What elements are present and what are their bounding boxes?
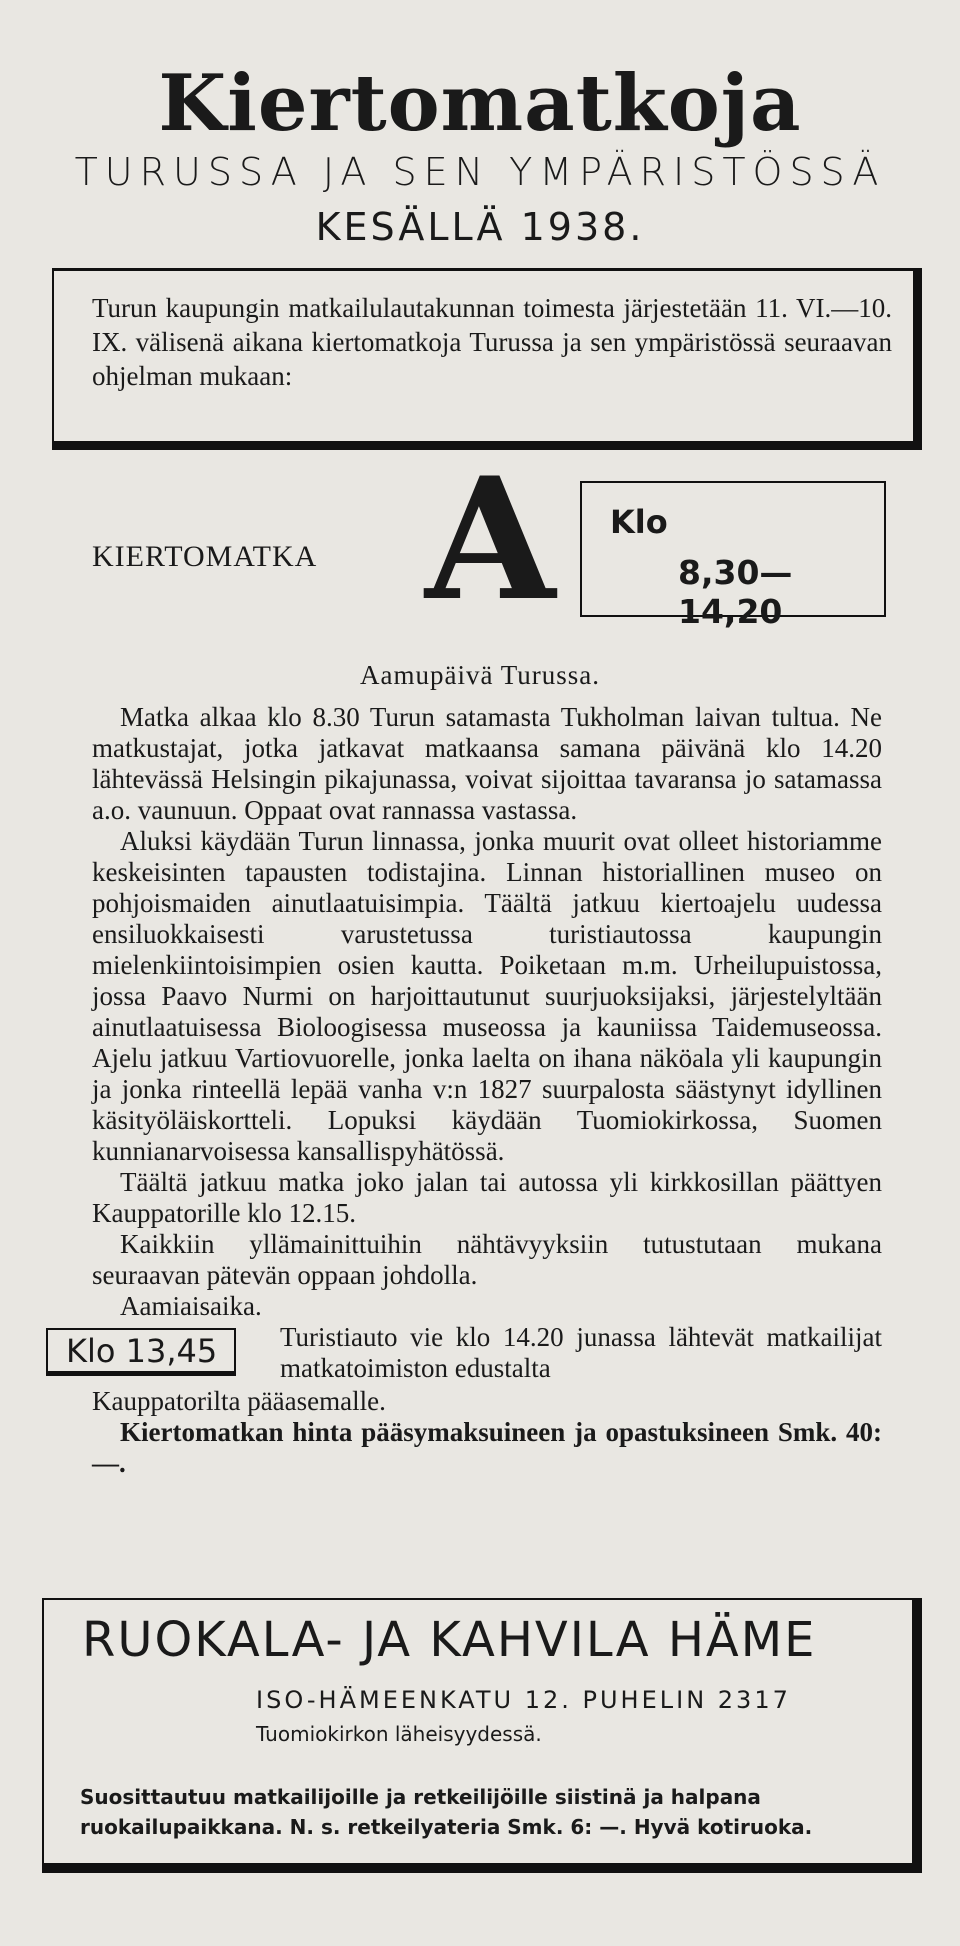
tour-description: [66, 702, 882, 1479]
departure-text: Turistiauto vie klo 14.20 junassa lähtevät matkailijat matkatoimiston edustalta: [280, 1322, 882, 1383]
intro-text: Turun kaupungin matkailulautakunnan toimesta järjestetään 11. VI.—10. IX. välisenä aikana kiertomatkoja Turussa ja sen ympäristössä seuraavan ohjelman mukaan:: [92, 293, 892, 391]
paragraph: Täältä jatkuu matka joko jalan tai autossa yli kirkkosillan päättyen Kauppatorille klo 12.15.: [92, 1167, 882, 1228]
paragraph: Aamiaisaika.: [120, 1291, 262, 1321]
ad-title: RUOKALA- JA KAHVILA HÄME: [82, 1612, 817, 1668]
time-label: Klo: [610, 503, 668, 541]
paragraph: Matka alkaa klo 8.30 Turun satamasta Tukholman laivan tultua. Ne matkustajat, jotka jatkavat matkaansa samana päivänä klo 14.20 lähtevässä Helsingin pikajunassa, voivat sijoittaa tavaransa jo satamassa a.o. vaunuun. Oppaat ovat rannassa vastassa.: [92, 702, 882, 825]
departure-continuation: Kauppatorilta pääasemalle.: [92, 1386, 386, 1416]
season-line: KESÄLLÄ 1938.: [315, 205, 645, 249]
price-text: Kiertomatkan hinta pääsymaksuineen ja opastuksineen Smk. 40:—.: [92, 1417, 882, 1478]
paragraph: Kaikkiin yllämainittuihin nähtävyyksiin tutustutaan mukana seuraavan pätevän oppaan johdolla.: [92, 1229, 882, 1290]
time-range: 8,30—14,20: [678, 553, 793, 631]
page-subtitle: TURUSSA JA SEN YMPÄRISTÖSSÄ: [74, 150, 886, 194]
intro-box: [52, 268, 922, 450]
tour-letter: A: [425, 440, 556, 638]
ad-offer-text: Suosittautuu matkailijoille ja retkeilijöille siistinä ja halpana ruokailupaikkana. N. s. retkeilyateria Smk. 6: —. Hyvä kotiruoka.: [80, 1785, 813, 1839]
departure-row: [66, 1322, 882, 1386]
paragraph: Aluksi käydään Turun linnassa, jonka muurit ovat olleet historiamme keskeisinten tapausten todistajina. Linnan historiallinen museo on pohjoismaiden ainutlaatuisimpia. Täältä jatkuu kiertoajelu uudessa ensiluokkaisesti varustetussa turistiautossa kaupungin mielenkiintoisimpien osien kautta. Poiketaan m.m. Urheilupuistossa, jossa Paavo Nurmi on harjoittautunut suurjuoksijaksi, järjestelyltään ainutlaatuisessa Bioloogisessa museossa ja kauniissa Taidemuseossa. Ajelu jatkuu Vartiovuorelle, jonka laelta on ihana näköala yli kaupungin ja jonka rinteellä lepää vanha v:n 1827 suurpalosta säästynyt idyllinen käsityöläiskortteli. Lopuksi käydään Tuomiokirkossa, Suomen kunnianarvoisessa kansallispyhätössä.: [92, 826, 882, 1166]
ad-location-note: Tuomiokirkon läheisyydessä.: [256, 1722, 542, 1746]
tour-label: KIERTOMATKA: [92, 540, 318, 573]
restaurant-ad: [42, 1598, 922, 1873]
departure-time-box: Klo 13,45: [46, 1328, 236, 1376]
section-title: Aamupäivä Turussa.: [360, 660, 600, 690]
ad-address: ISO-HÄMEENKATU 12. PUHELIN 2317: [256, 1686, 791, 1714]
tour-time-box: [580, 481, 886, 631]
page-title: Kiertomatkoja: [158, 58, 802, 149]
